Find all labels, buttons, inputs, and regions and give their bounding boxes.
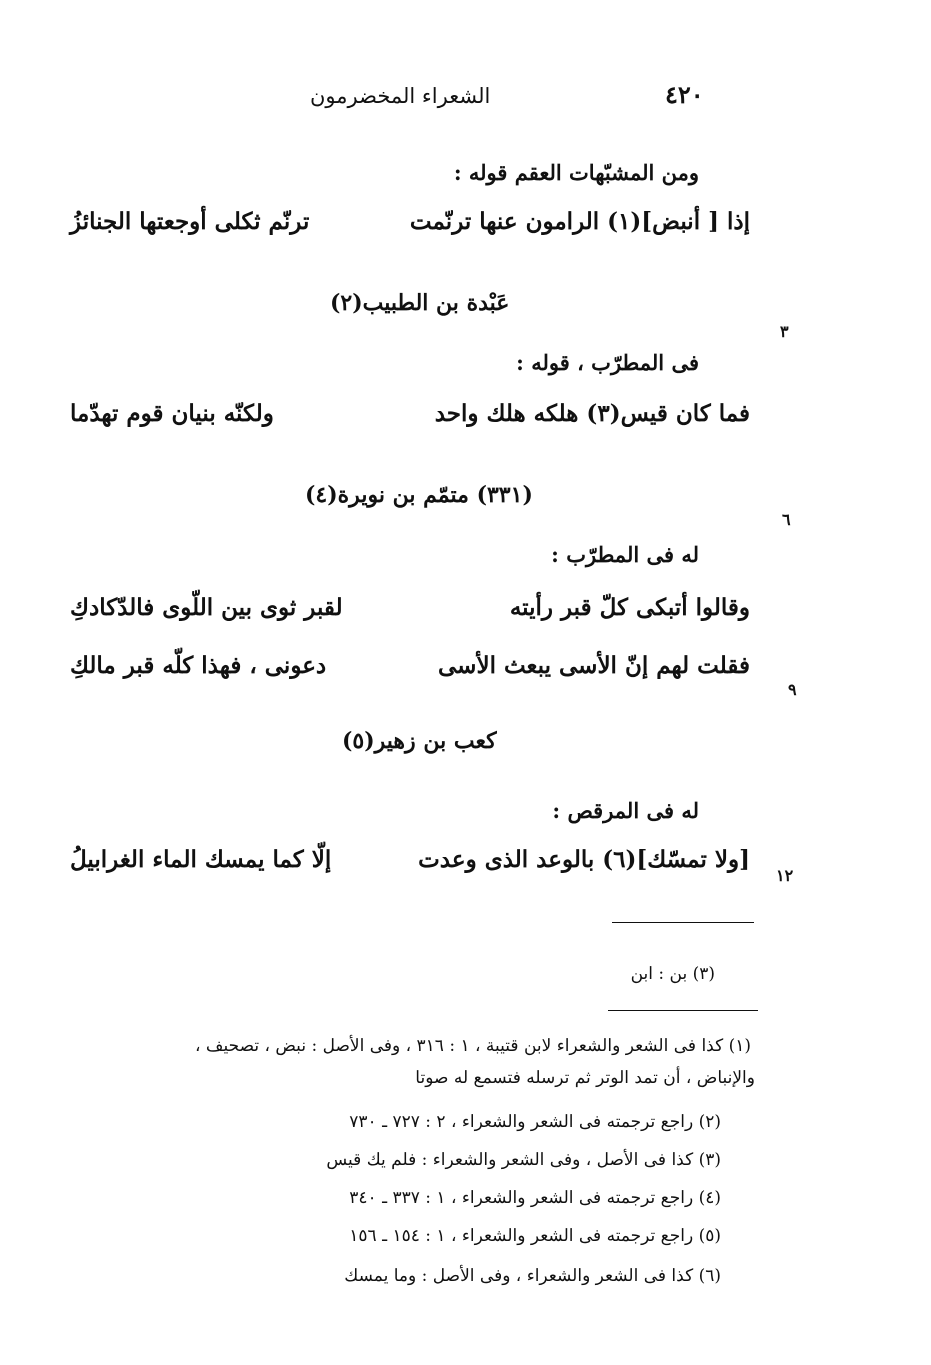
poet-heading: عَبْدة بن الطبيب(٢) (330, 290, 510, 316)
verse-first-hemistich: وقالوا أتبكى كلّ قبر رأيته (509, 594, 750, 621)
verse-line (70, 652, 750, 694)
footnote: (٥) راجع ترجمته فى الشعر والشعراء ، ١ : ١٥٤ ـ ١٥٦ (349, 1226, 721, 1246)
line-number: ١٢ (776, 866, 794, 885)
running-header-title: الشعراء المخضرمون (310, 84, 491, 108)
line-number: ٣ (780, 322, 789, 341)
section-intro: ومن المشبّهات العقم قوله : (453, 160, 699, 185)
footnote: (٦) كذا فى الشعر والشعراء ، وفى الأصل : وما يمسك (344, 1266, 721, 1286)
footnote: (٤) راجع ترجمته فى الشعر والشعراء ، ١ : ٣٣٧ ـ ٣٤٠ (349, 1188, 721, 1208)
verse-first-hemistich: إذا [ أنبض](١) الرامون عنها ترنّمت (409, 208, 750, 235)
verse-second-hemistich: إلّا كما يمسك الماء الغرابيلُ (70, 846, 332, 873)
verse-line (70, 208, 750, 250)
verse-first-hemistich: فقلت لهم إنّ الأسى يبعث الأسى (438, 652, 750, 679)
poet-heading: (٣٣١) متمّم بن نويرة(٤) (305, 482, 533, 508)
section-intro: فى المطرّب ، قوله : (516, 350, 699, 375)
verse-line (70, 400, 750, 442)
poet-heading: كعب بن زهير(٥) (342, 728, 497, 754)
verse-first-hemistich: فما كان قيس(٣) هلكه هلك واحد (434, 400, 750, 427)
line-number: ٩ (788, 680, 797, 699)
verse-second-hemistich: لقبر ثوى بين اللّوى فالدّكادكِ (70, 594, 343, 621)
footnote-continuation: والإنباض ، أن تمد الوتر ثم ترسله فتسمع له صوتا (415, 1068, 755, 1088)
verse-line (70, 594, 750, 636)
page-number: ٤٢٠ (665, 80, 704, 109)
footnote: (١) كذا فى الشعر والشعراء لابن قتيبة ، ١ : ٣١٦ ، وفى الأصل : نبض ، تصحيف ، (195, 1036, 751, 1056)
footnote-separator (612, 922, 754, 923)
verse-line (70, 846, 750, 888)
line-number: ٦ (782, 510, 791, 529)
verse-second-hemistich: دعونى ، فهذا كلّه قبر مالكِ (70, 652, 327, 679)
footnote-separator (608, 1010, 758, 1011)
footnote: (٣) كذا فى الأصل ، وفى الشعر والشعراء : فلم يك قيس (326, 1150, 721, 1170)
section-intro: له فى المطرّب : (551, 542, 699, 567)
verse-second-hemistich: ولكنّه بنيان قوم تهدّما (70, 400, 274, 427)
verse-second-hemistich: ترنّم ثكلى أوجعتها الجنائزُ (70, 208, 310, 235)
verse-first-hemistich: [ولا تمسّك](٦) بالوعد الذى وعدت (418, 846, 750, 873)
section-intro: له فى المرقص : (552, 798, 699, 823)
footnote: (٢) راجع ترجمته فى الشعر والشعراء ، ٢ : ٧٢٧ ـ ٧٣٠ (349, 1112, 721, 1132)
footnote: (٣) بن : ابن (630, 964, 715, 984)
